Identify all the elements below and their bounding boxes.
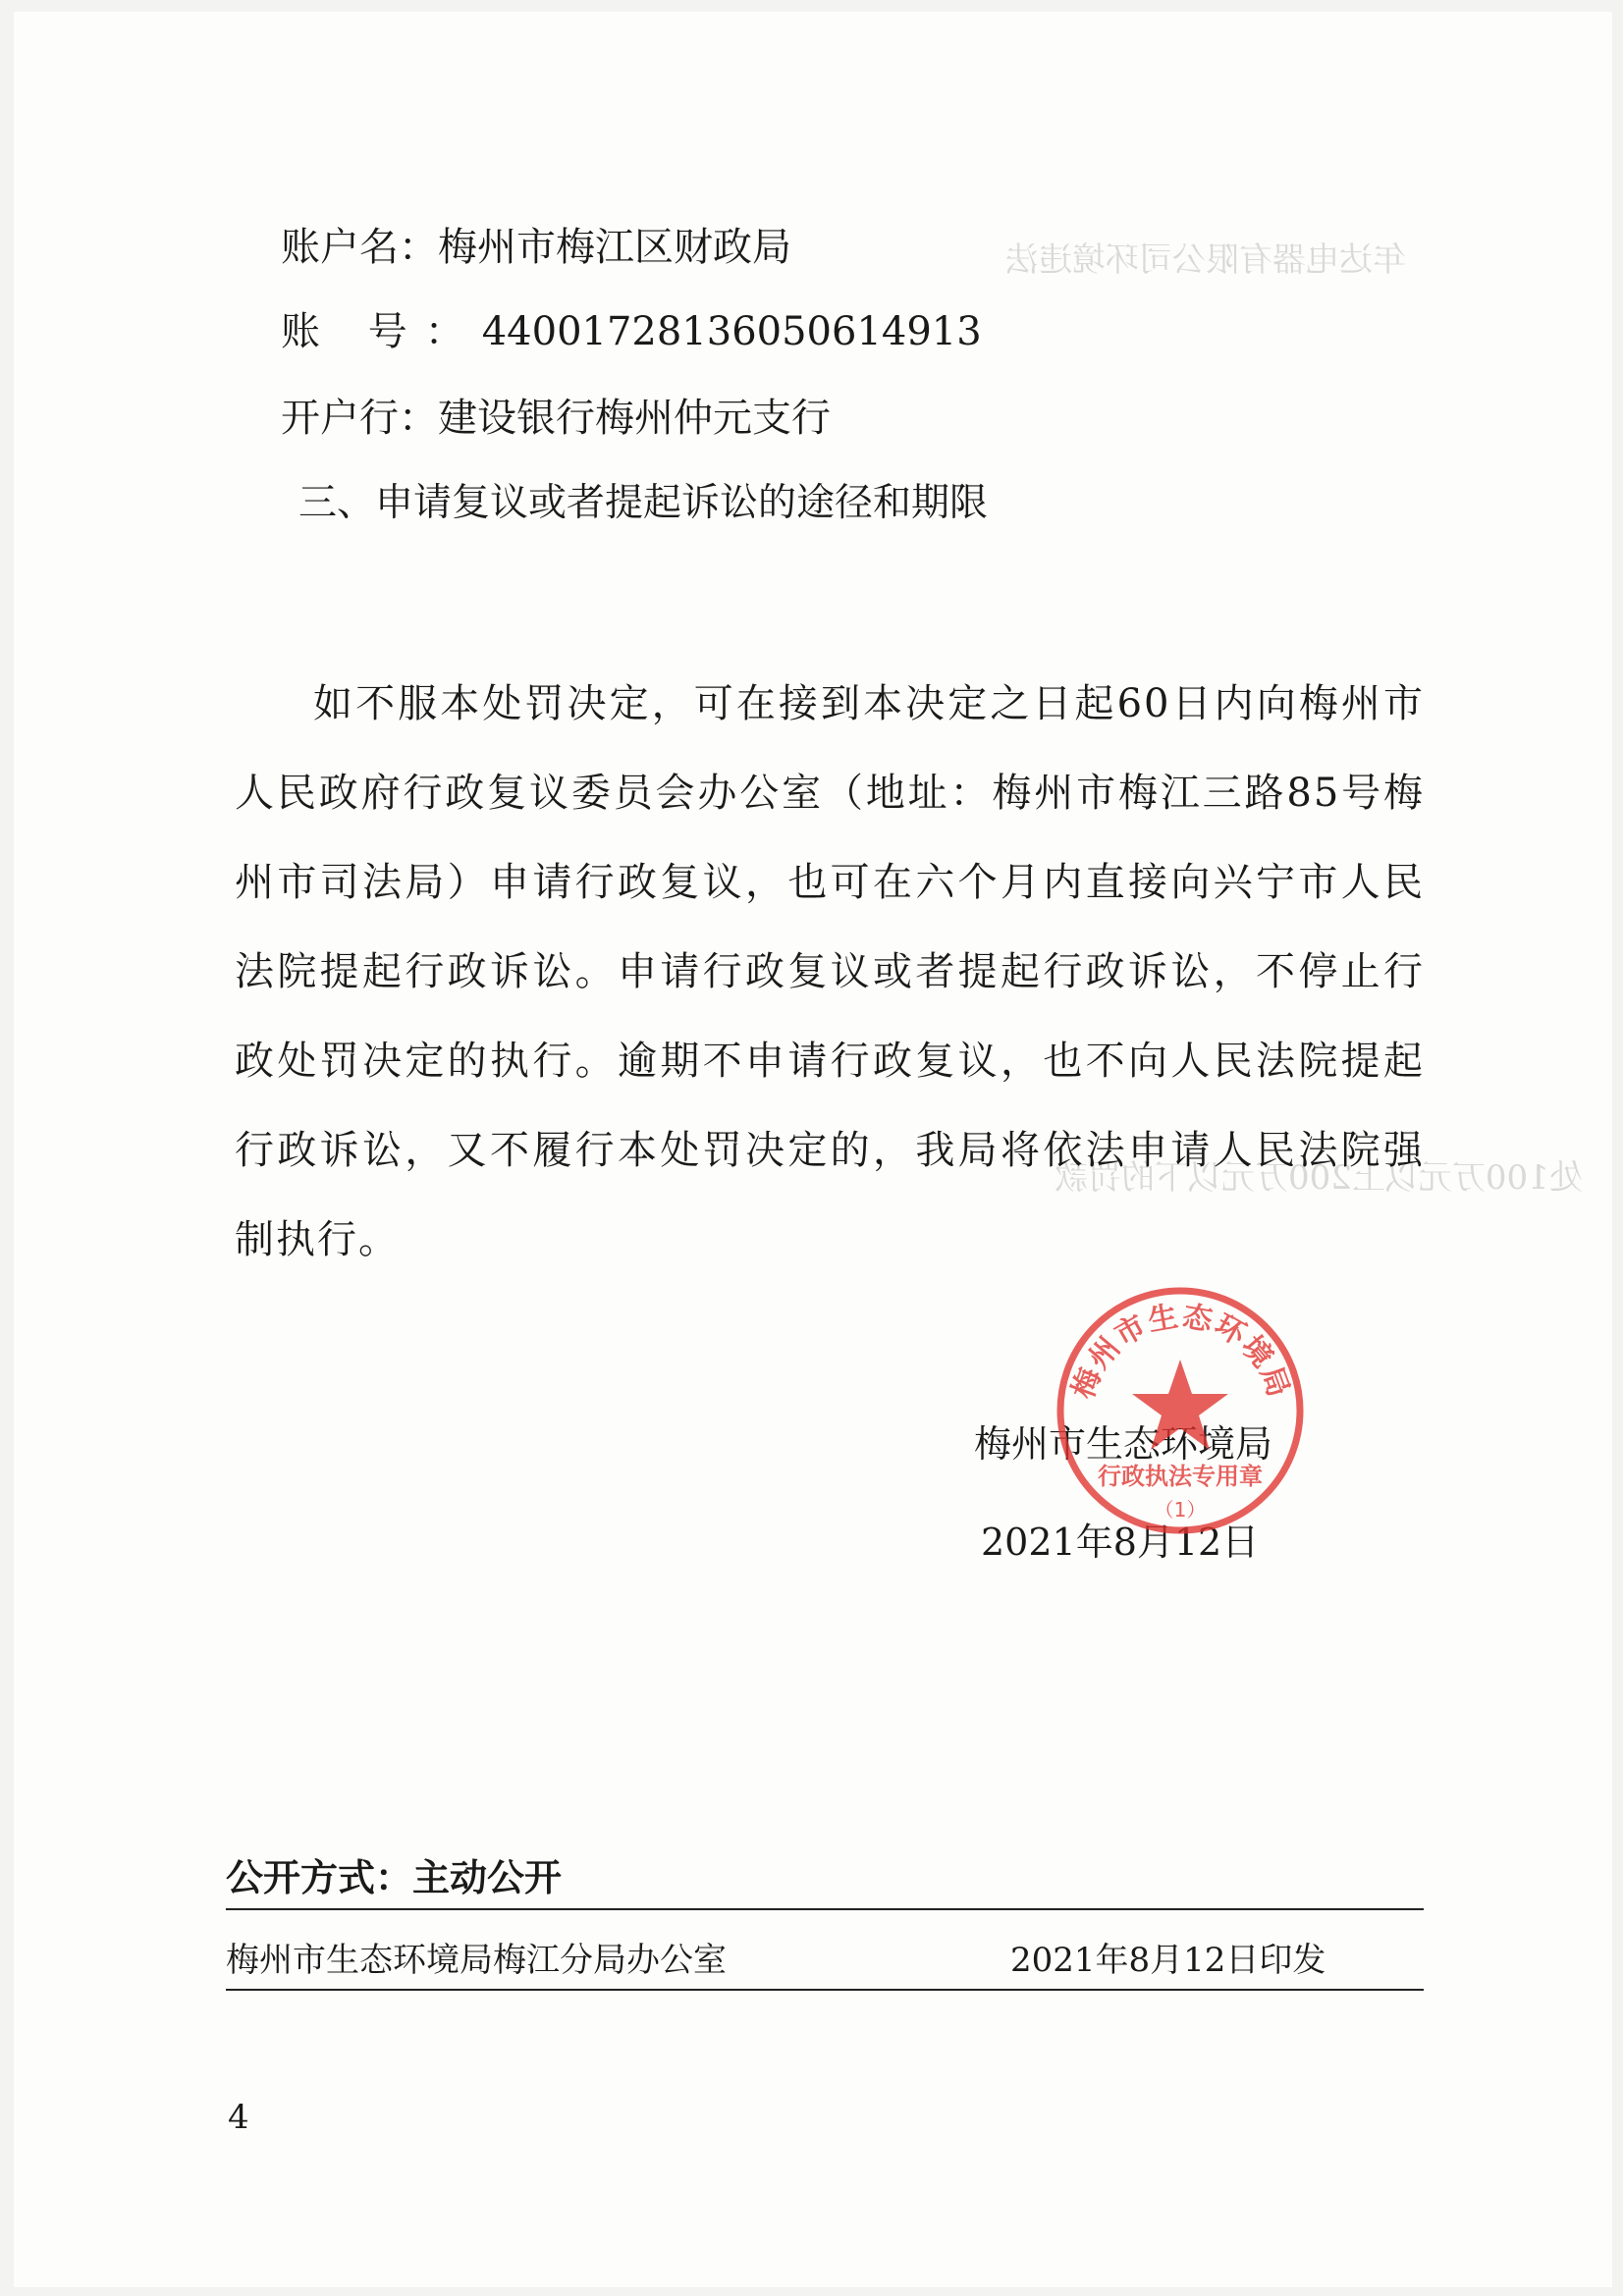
footer-bottom-rule xyxy=(226,1989,1424,1991)
bank-value: 建设银行梅州仲元支行 xyxy=(438,396,831,441)
svg-text:行政执法专用章: 行政执法专用章 xyxy=(1098,1463,1263,1490)
footer-office: 梅州市生态环境局梅江分局办公室 xyxy=(226,1941,727,1980)
appeal-paragraph: 如不服本处罚决定，可在接到本决定之日起60日内向梅州市人民政府行政复议委员会办公室（地址：梅州市梅江三路85号梅州市司法局）申请行政复议，也可在六个月内直接向兴宁市人民法院提起行政诉讼。申请行政复议或者提起行政诉讼，不停止行政处罚决定的执行。逾期不申请行政复议，也不向人民法院提起行政诉讼，又不履行本处罚决定的，我局将依法申请人民法院强制执行。 xyxy=(235,681,1425,1262)
official-seal xyxy=(1053,1283,1308,1538)
bank-row xyxy=(281,391,831,446)
section-heading: 三、申请复议或者提起诉讼的途径和期限 xyxy=(298,481,989,525)
page-number: 4 xyxy=(228,2098,249,2137)
signature-org: 梅州市生态环境局 xyxy=(974,1422,1273,1466)
bank-label: 开户行： xyxy=(281,396,438,441)
account-number-value: 44001728136050614913 xyxy=(481,309,982,354)
account-name-row xyxy=(281,220,791,275)
account-number-row xyxy=(281,304,982,359)
document-page xyxy=(14,12,1612,2287)
account-name-value: 梅州市梅江区财政局 xyxy=(438,225,791,270)
svg-text:梅州市生态环境局: 梅州市生态环境局 xyxy=(1065,1299,1297,1404)
bleed-through-text: 年达电器有限公司环境违法 xyxy=(1005,240,1406,280)
disclosure-label: 公开方式：主动公开 xyxy=(226,1856,563,1899)
footer-print-date: 2021年8月12日印发 xyxy=(1010,1941,1326,1980)
bleed-through-text: 处100万元以上200万元以下的罚款 xyxy=(1055,1158,1583,1198)
account-name-label: 账户名： xyxy=(281,225,438,270)
signature-date: 2021年8月12日 xyxy=(981,1521,1260,1564)
footer-top-rule xyxy=(226,1908,1424,1910)
account-number-label: 账 号： xyxy=(281,309,482,354)
svg-text:（1）: （1） xyxy=(1154,1498,1207,1522)
